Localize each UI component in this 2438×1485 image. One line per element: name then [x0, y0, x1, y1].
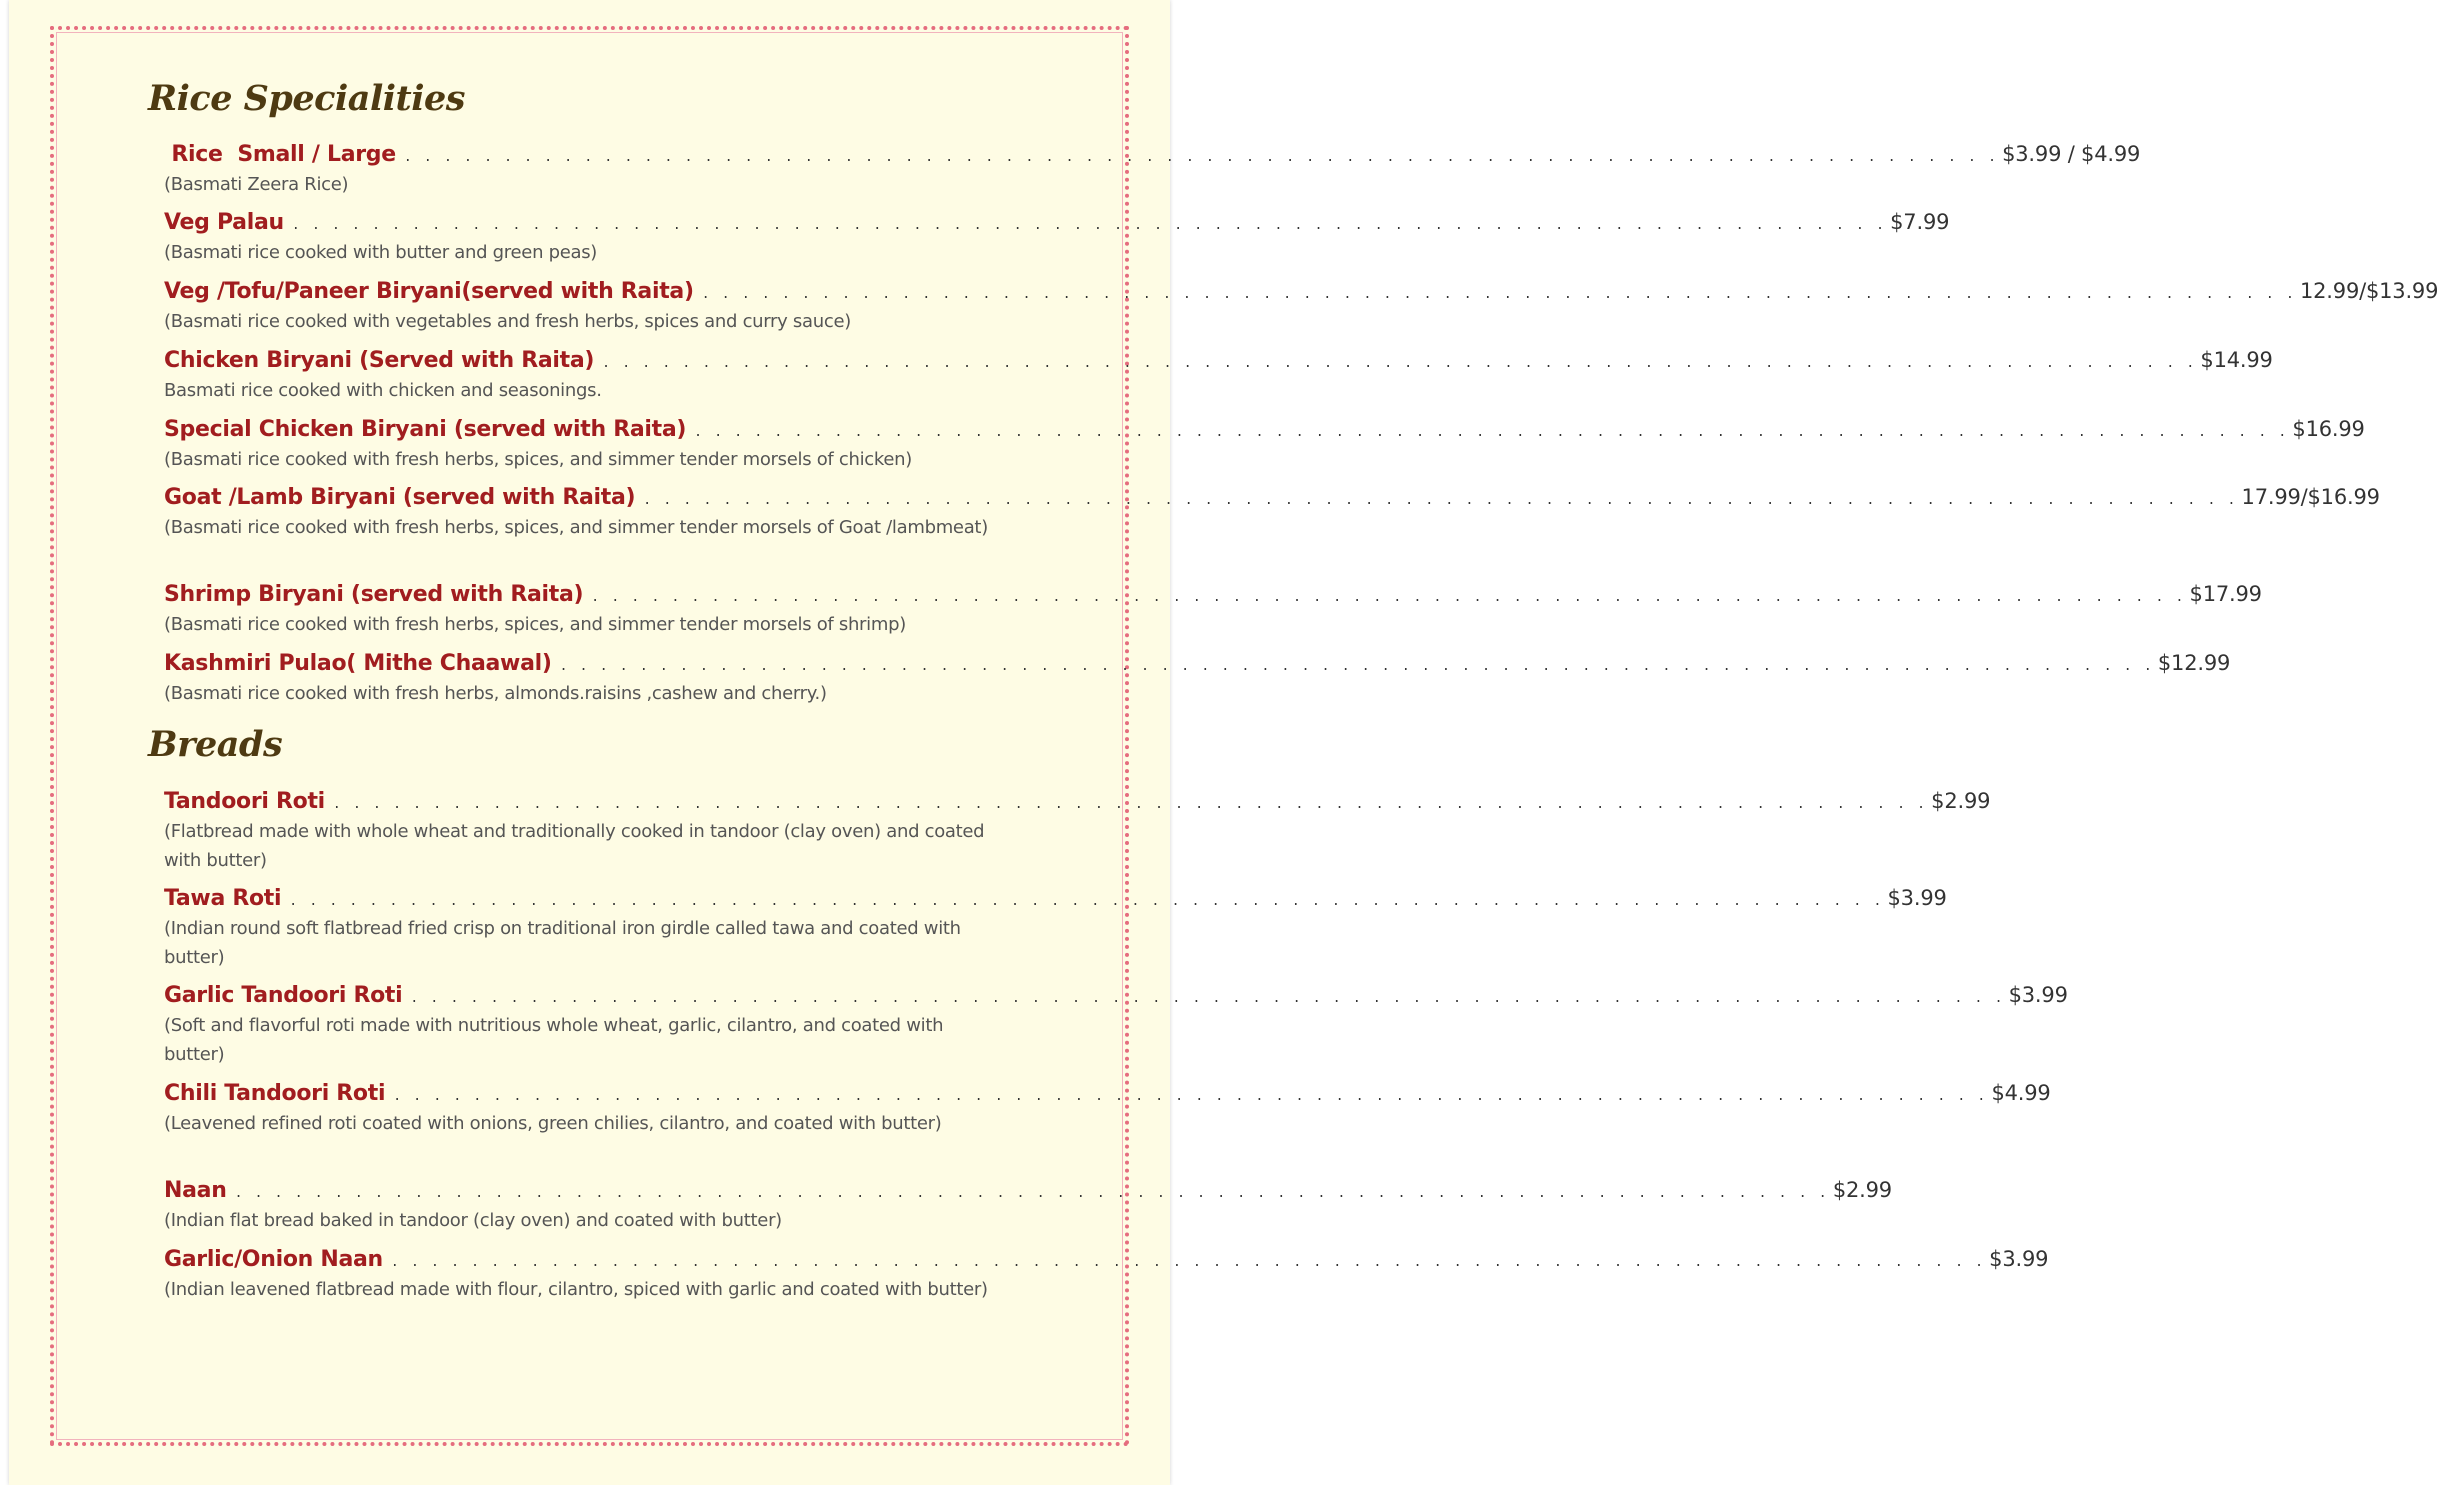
item-price: $2.99: [1832, 1178, 1892, 1202]
item-description: (Indian leavened flatbread made with flour, cilantro, spiced with garlic and coated with butter): [164, 1279, 988, 1300]
item-name: Shrimp Biryani (served with Raita): [164, 582, 584, 607]
item-description: (Flatbread made with whole wheat and traditionally cooked in tandoor (clay oven) and coated with butter): [164, 821, 985, 871]
item-price: $7.99: [1890, 210, 1950, 234]
item-name: Veg /Tofu/Paneer Biryani(served with Raita): [164, 279, 694, 304]
dot-leader: . . . . . . . . . . . . . . . . . . . . . . . . . . . . . . . . . . . . . . . . . . . . . . . . . . . . . . . . . . . . . . . . . . . . . . . . . . . . . . . .: [694, 425, 2289, 440]
dot-leader: . . . . . . . . . . . . . . . . . . . . . . . . . . . . . . . . . . . . . . . . . . . . . . . . . . . . . . . . . . . . . . . . . . . . . . . . . . . . . . . .: [332, 797, 1928, 812]
dot-leader: . . . . . . . . . . . . . . . . . . . . . . . . . . . . . . . . . . . . . . . . . . . . . . . . . . . . . . . . . . . . . . . . . . . . . . . . . . . . . . . .: [393, 1089, 1988, 1104]
dot-leader: . . . . . . . . . . . . . . . . . . . . . . . . . . . . . . . . . . . . . . . . . . . . . . . . . . . . . . . . . . . . . . . . . . . . . . . . . . . . . . . .: [390, 1255, 1986, 1270]
item-name: Kashmiri Pulao( Mithe Chaawal): [164, 651, 552, 676]
menu-item: [164, 1244, 2049, 1304]
dot-leader: . . . . . . . . . . . . . . . . . . . . . . . . . . . . . . . . . . . . . . . . . . . . . . . . . . . . . . . . . . . . . . . . . . . . . . . . . . . . . . . .: [291, 218, 1887, 233]
item-price: $12.99: [2157, 651, 2231, 675]
dot-leader: . . . . . . . . . . . . . . . . . . . . . . . . . . . . . . . . . . . . . . . . . . . . . . . . . . . . . . . . . . . . . . . . . . . . . . . . . . . . . . . .: [410, 991, 2005, 1006]
item-description: (Basmati rice cooked with fresh herbs, spices, and simmer tender morsels of chicken): [164, 449, 912, 470]
item-description: (Leavened refined roti coated with onions, green chilies, cilantro, and coated with butter): [164, 1113, 942, 1134]
menu-item: [164, 345, 2273, 405]
item-name: Rice Small / Large: [164, 142, 396, 167]
item-name: Chili Tandoori Roti: [164, 1081, 386, 1106]
menu-item: [164, 276, 2438, 336]
item-description: (Basmati rice cooked with fresh herbs, spices, and simmer tender morsels of Goat /lambmeat): [164, 517, 988, 538]
section-title-rice: Rice Specialities: [148, 78, 465, 119]
item-name: Goat /Lamb Biryani (served with Raita): [164, 485, 636, 510]
item-price: 12.99/$13.99: [2299, 279, 2438, 303]
menu-item: [164, 579, 2262, 639]
item-name: Naan: [164, 1178, 227, 1203]
item-description: (Basmati rice cooked with fresh herbs, almonds.raisins ,cashew and cherry.): [164, 683, 827, 704]
item-price: $17.99: [2189, 582, 2262, 606]
dot-leader: . . . . . . . . . . . . . . . . . . . . . . . . . . . . . . . . . . . . . . . . . . . . . . . . . . . . . . . . . . . . . . . . . . . . . . . . . . . . . . . .: [643, 493, 2238, 508]
item-description: (Indian round soft flatbread fried crisp on traditional iron girdle called tawa and coated with butter): [164, 918, 961, 968]
dot-leader: . . . . . . . . . . . . . . . . . . . . . . . . . . . . . . . . . . . . . . . . . . . . . . . . . . . . . . . . . . . . . . . . . . . . . . . . . . . . . . . .: [289, 894, 1884, 909]
item-price: $4.99: [1991, 1081, 2051, 1105]
item-price: $3.99: [1989, 1247, 2049, 1271]
item-price: $14.99: [2200, 348, 2273, 372]
item-price: $3.99: [1887, 886, 1947, 910]
dot-leader: . . . . . . . . . . . . . . . . . . . . . . . . . . . . . . . . . . . . . . . . . . . . . . . . . . . . . . . . . . . . . . . . . . . . . . . . . . . . . . . .: [403, 150, 1999, 165]
item-price: $3.99 / $4.99: [2002, 142, 2141, 166]
menu-item: [164, 1175, 1892, 1235]
item-description: (Basmati rice cooked with vegetables and fresh herbs, spices and curry sauce): [164, 311, 851, 332]
menu-item: [164, 482, 2380, 542]
item-description: Basmati rice cooked with chicken and seasonings.: [164, 380, 602, 401]
item-name: Tandoori Roti: [164, 789, 325, 814]
section-title-breads: Breads: [148, 724, 283, 765]
dot-leader: . . . . . . . . . . . . . . . . . . . . . . . . . . . . . . . . . . . . . . . . . . . . . . . . . . . . . . . . . . . . . . . . . . . . . . . . . . . . . . . .: [559, 659, 2154, 674]
item-description: (Soft and flavorful roti made with nutritious whole wheat, garlic, cilantro, and coated with butter): [164, 1015, 944, 1065]
menu-item: [164, 414, 2365, 474]
item-description: (Basmati Zeera Rice): [164, 174, 349, 195]
item-price: $3.99: [2008, 983, 2068, 1007]
dot-leader: . . . . . . . . . . . . . . . . . . . . . . . . . . . . . . . . . . . . . . . . . . . . . . . . . . . . . . . . . . . . . . . . . . . . . . . . . . . . . . . .: [234, 1186, 1829, 1201]
item-price: 17.99/$16.99: [2241, 485, 2380, 509]
menu-item: [164, 207, 1950, 267]
dot-leader: . . . . . . . . . . . . . . . . . . . . . . . . . . . . . . . . . . . . . . . . . . . . . . . . . . . . . . . . . . . . . . . . . . . . . . . . . . . . . . . .: [701, 287, 2296, 302]
item-name: Tawa Roti: [164, 886, 282, 911]
item-description: (Indian flat bread baked in tandoor (clay oven) and coated with butter): [164, 1210, 782, 1231]
dot-leader: . . . . . . . . . . . . . . . . . . . . . . . . . . . . . . . . . . . . . . . . . . . . . . . . . . . . . . . . . . . . . . . . . . . . . . . . . . . . . . . .: [602, 356, 2197, 371]
menu-item: [164, 1078, 2051, 1138]
item-name: Garlic/Onion Naan: [164, 1247, 383, 1272]
menu-item: [164, 883, 1947, 972]
item-description: (Basmati rice cooked with butter and green peas): [164, 242, 598, 263]
item-name: Garlic Tandoori Roti: [164, 983, 403, 1008]
item-price: $16.99: [2292, 417, 2365, 441]
item-name: Chicken Biryani (Served with Raita): [164, 348, 595, 373]
menu-item: [164, 648, 2231, 708]
dot-leader: . . . . . . . . . . . . . . . . . . . . . . . . . . . . . . . . . . . . . . . . . . . . . . . . . . . . . . . . . . . . . . . . . . . . . . . . . . . . . . . .: [591, 590, 2186, 605]
menu-item: [164, 786, 1991, 875]
menu-item: [164, 139, 2141, 199]
item-price: $2.99: [1931, 789, 1991, 813]
menu-item: [164, 980, 2068, 1069]
item-description: (Basmati rice cooked with fresh herbs, spices, and simmer tender morsels of shrimp): [164, 614, 906, 635]
item-name: Special Chicken Biryani (served with Raita): [164, 417, 687, 442]
item-name: Veg Palau: [164, 210, 284, 235]
